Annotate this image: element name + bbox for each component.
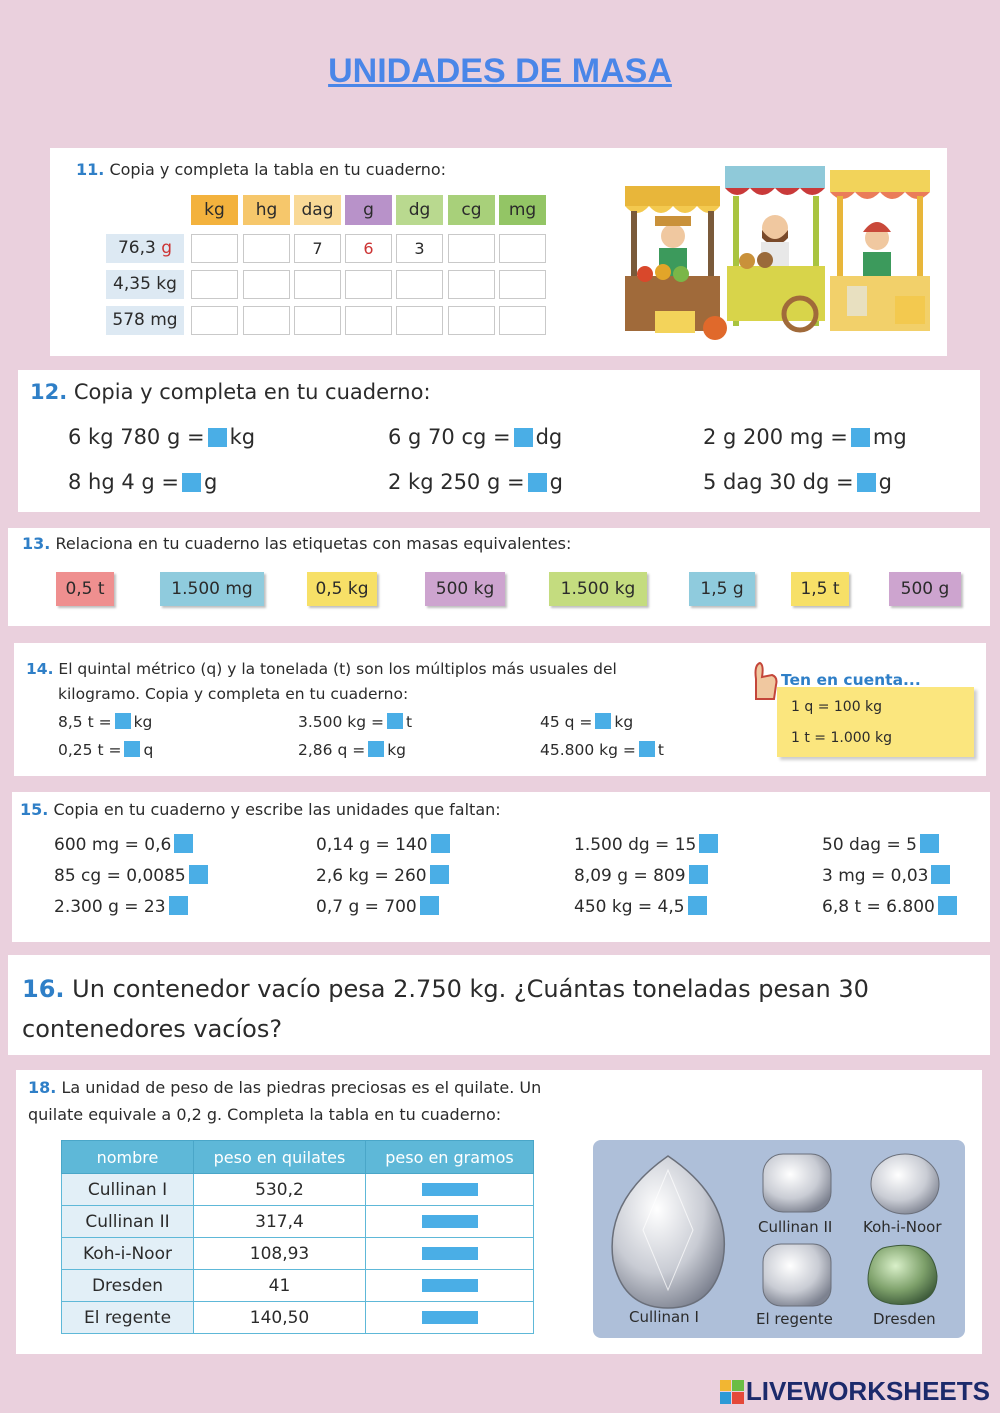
table-cell[interactable]	[448, 306, 495, 335]
answer-blank[interactable]	[931, 865, 950, 884]
gem-name: Koh-i-Noor	[62, 1238, 194, 1270]
equation: 1.500 dg = 15	[574, 834, 721, 855]
gem-carats: 140,50	[194, 1302, 366, 1334]
gem-carats: 530,2	[194, 1174, 366, 1206]
answer-blank[interactable]	[368, 741, 384, 757]
answer-blank[interactable]	[514, 428, 533, 447]
instruction-text: Copia en tu cuaderno y escribe las unidades que faltan:	[53, 800, 501, 819]
gem-grams-cell	[366, 1174, 534, 1206]
table-cell[interactable]: 3	[396, 234, 443, 263]
exercise-16-text	[22, 969, 977, 1049]
answer-blank[interactable]	[422, 1183, 478, 1196]
answer-blank[interactable]	[851, 428, 870, 447]
table-cell[interactable]	[396, 270, 443, 299]
mass-tag[interactable]: 1.500 kg	[549, 572, 647, 606]
mass-tag[interactable]: 1,5 g	[689, 572, 755, 606]
table-cell[interactable]: 6	[345, 234, 392, 263]
equation: 2 g 200 mg = mg	[703, 425, 907, 449]
table-row	[62, 1238, 534, 1270]
unit-header: dg	[396, 195, 443, 225]
gem-label: Koh-i-Noor	[863, 1218, 942, 1236]
equation: 3 mg = 0,03	[822, 865, 953, 886]
equation: 6 g 70 cg = dg	[388, 425, 563, 449]
equation: 3.500 kg = t	[298, 713, 413, 731]
answer-blank[interactable]	[115, 713, 131, 729]
brand-icon	[720, 1380, 744, 1404]
gem-grams-cell	[366, 1206, 534, 1238]
gem-label: Cullinan II	[758, 1218, 833, 1236]
gem-name: Cullinan I	[62, 1174, 194, 1206]
brand-name: LIVEWORKSHEETS	[745, 1376, 990, 1406]
gems-photo-panel	[593, 1140, 965, 1338]
mass-tag[interactable]: 1.500 mg	[160, 572, 264, 606]
answer-blank[interactable]	[182, 473, 201, 492]
table-cell[interactable]	[243, 270, 290, 299]
exercise-11-instruction	[76, 160, 446, 179]
equation: 2 kg 250 g = g	[388, 470, 563, 494]
answer-blank[interactable]	[422, 1311, 478, 1324]
equation: 50 dag = 5	[822, 834, 942, 855]
table-cell[interactable]	[345, 270, 392, 299]
exercise-15-instruction	[20, 800, 501, 819]
answer-blank[interactable]	[639, 741, 655, 757]
exercise-number: 12.	[30, 380, 68, 404]
table-row	[62, 1174, 534, 1206]
mass-tag[interactable]: 500 g	[889, 572, 961, 606]
mass-tag[interactable]: 500 kg	[425, 572, 505, 606]
table-cell[interactable]	[191, 270, 238, 299]
equation: 2,86 q = kg	[298, 741, 407, 759]
answer-blank[interactable]	[595, 713, 611, 729]
equation: 85 cg = 0,0085	[54, 865, 211, 886]
table-row	[62, 1270, 534, 1302]
gem-grams-cell	[366, 1302, 534, 1334]
brand-logo	[720, 1376, 990, 1407]
exercise-18	[16, 1070, 982, 1354]
exercise-number: 16.	[22, 975, 65, 1003]
answer-blank[interactable]	[938, 896, 957, 915]
note-title: Ten en cuenta...	[781, 671, 921, 689]
gem-grams-cell	[366, 1270, 534, 1302]
table-cell[interactable]	[294, 306, 341, 335]
equation: 6 kg 780 g = kg	[68, 425, 256, 449]
answer-blank[interactable]	[422, 1215, 478, 1228]
table-row	[62, 1206, 534, 1238]
note-line: 1 t = 1.000 kg	[791, 730, 893, 746]
equation: 6,8 t = 6.800	[822, 896, 960, 917]
answer-blank[interactable]	[857, 473, 876, 492]
table-cell[interactable]	[191, 234, 238, 263]
table-cell[interactable]	[448, 270, 495, 299]
exercise-number: 13.	[22, 534, 51, 553]
table-cell[interactable]	[499, 270, 546, 299]
exercise-16	[8, 955, 990, 1055]
answer-blank[interactable]	[689, 865, 708, 884]
unit-header: cg	[448, 195, 495, 225]
unit-header: dag	[294, 195, 341, 225]
gem-carats: 108,93	[194, 1238, 366, 1270]
answer-blank[interactable]	[387, 713, 403, 729]
equation: 45 q = kg	[540, 713, 634, 731]
gem-name: Cullinan II	[62, 1206, 194, 1238]
answer-blank[interactable]	[431, 834, 450, 853]
equation: 0,25 t = q	[58, 741, 154, 759]
unit-header: kg	[191, 195, 238, 225]
exercise-18-instruction	[28, 1074, 588, 1128]
exercise-number: 11.	[76, 160, 105, 179]
gem-carats: 317,4	[194, 1206, 366, 1238]
unit-header: mg	[499, 195, 546, 225]
table-cell[interactable]	[243, 306, 290, 335]
equation: 0,7 g = 700	[316, 896, 442, 917]
gem-label: Dresden	[873, 1310, 936, 1328]
answer-blank[interactable]	[920, 834, 939, 853]
exercise-number: 15.	[20, 800, 49, 819]
equation: 600 mg = 0,6	[54, 834, 196, 855]
answer-blank[interactable]	[420, 896, 439, 915]
exercise-14	[14, 643, 986, 776]
equation: 0,14 g = 140	[316, 834, 453, 855]
pointing-hand-icon	[750, 659, 780, 701]
page-title: UNIDADES DE MASA	[328, 52, 672, 90]
table-cell[interactable]	[243, 234, 290, 263]
exercise-13	[8, 528, 990, 626]
equation: 45.800 kg = t	[540, 741, 664, 759]
answer-blank[interactable]	[208, 428, 227, 447]
unit-header: hg	[243, 195, 290, 225]
equation: 8 hg 4 g = g	[68, 470, 218, 494]
answer-blank[interactable]	[174, 834, 193, 853]
answer-blank[interactable]	[124, 741, 140, 757]
equation: 5 dag 30 dg = g	[703, 470, 892, 494]
answer-blank[interactable]	[688, 896, 707, 915]
exercise-14-instruction: 14. El quintal métrico (q) y la tonelada (t) son los múltiplos más usuales del kilogramo. Copia y completa en tu cuaderno:	[26, 660, 617, 703]
table-cell[interactable]: 7	[294, 234, 341, 263]
answer-blank[interactable]	[169, 896, 188, 915]
answer-blank[interactable]	[422, 1247, 478, 1260]
gem-name: El regente	[62, 1302, 194, 1334]
exercise-number: 18.	[28, 1078, 57, 1097]
gem-grams-cell	[366, 1238, 534, 1270]
mass-tag[interactable]: 0,5 t	[56, 572, 114, 606]
mass-tag[interactable]: 1,5 t	[791, 572, 849, 606]
answer-blank[interactable]	[189, 865, 208, 884]
exercise-number: 14.	[26, 660, 54, 678]
row-label: 578 mg	[106, 306, 184, 335]
table-cell[interactable]	[191, 306, 238, 335]
gem-label: Cullinan I	[629, 1308, 699, 1326]
column-header: nombre	[62, 1141, 194, 1174]
unit-header: g	[345, 195, 392, 225]
answer-blank[interactable]	[422, 1279, 478, 1292]
note-box	[777, 687, 974, 757]
column-header: peso en quilates	[194, 1141, 366, 1174]
gem-name: Dresden	[62, 1270, 194, 1302]
answer-blank[interactable]	[528, 473, 547, 492]
mass-tag[interactable]: 0,5 kg	[307, 572, 377, 606]
table-row	[62, 1302, 534, 1334]
instruction-text: Relaciona en tu cuaderno las etiquetas con masas equivalentes:	[55, 534, 572, 553]
equation: 450 kg = 4,5	[574, 896, 710, 917]
table-cell[interactable]	[448, 234, 495, 263]
gem-carats: 41	[194, 1270, 366, 1302]
exercise-13-instruction	[22, 534, 571, 553]
table-cell[interactable]	[396, 306, 443, 335]
table-cell[interactable]	[345, 306, 392, 335]
note-line: 1 q = 100 kg	[791, 699, 883, 715]
row-label: 4,35 kg	[106, 270, 184, 299]
gem-label: El regente	[756, 1310, 833, 1328]
instruction-text: Copia y completa en tu cuaderno:	[73, 380, 431, 404]
market-stalls-illustration	[615, 156, 945, 346]
answer-blank[interactable]	[430, 865, 449, 884]
exercise-12-instruction	[30, 380, 431, 404]
exercise-12	[18, 370, 980, 512]
table-cell[interactable]	[294, 270, 341, 299]
instruction-text: La unidad de peso de las piedras preciosas es el quilate. Un quilate equivale a 0,2 g. Completa la tabla en tu cuaderno:	[28, 1078, 542, 1124]
table-cell[interactable]	[499, 306, 546, 335]
problem-text: Un contenedor vacío pesa 2.750 kg. ¿Cuántas toneladas pesan 30 contenedores vacíos?	[22, 975, 869, 1043]
table-cell[interactable]	[499, 234, 546, 263]
equation: 2.300 g = 23	[54, 896, 191, 917]
equation: 8,09 g = 809	[574, 865, 711, 886]
equation: 2,6 kg = 260	[316, 865, 452, 886]
gems-table	[61, 1140, 534, 1334]
instruction-text: Copia y completa la tabla en tu cuaderno:	[109, 160, 447, 179]
row-label: 76,3 g	[106, 234, 184, 263]
column-header: peso en gramos	[366, 1141, 534, 1174]
exercise-11	[50, 148, 947, 356]
answer-blank[interactable]	[699, 834, 718, 853]
exercise-15	[12, 792, 990, 942]
equation: 8,5 t = kg	[58, 713, 153, 731]
